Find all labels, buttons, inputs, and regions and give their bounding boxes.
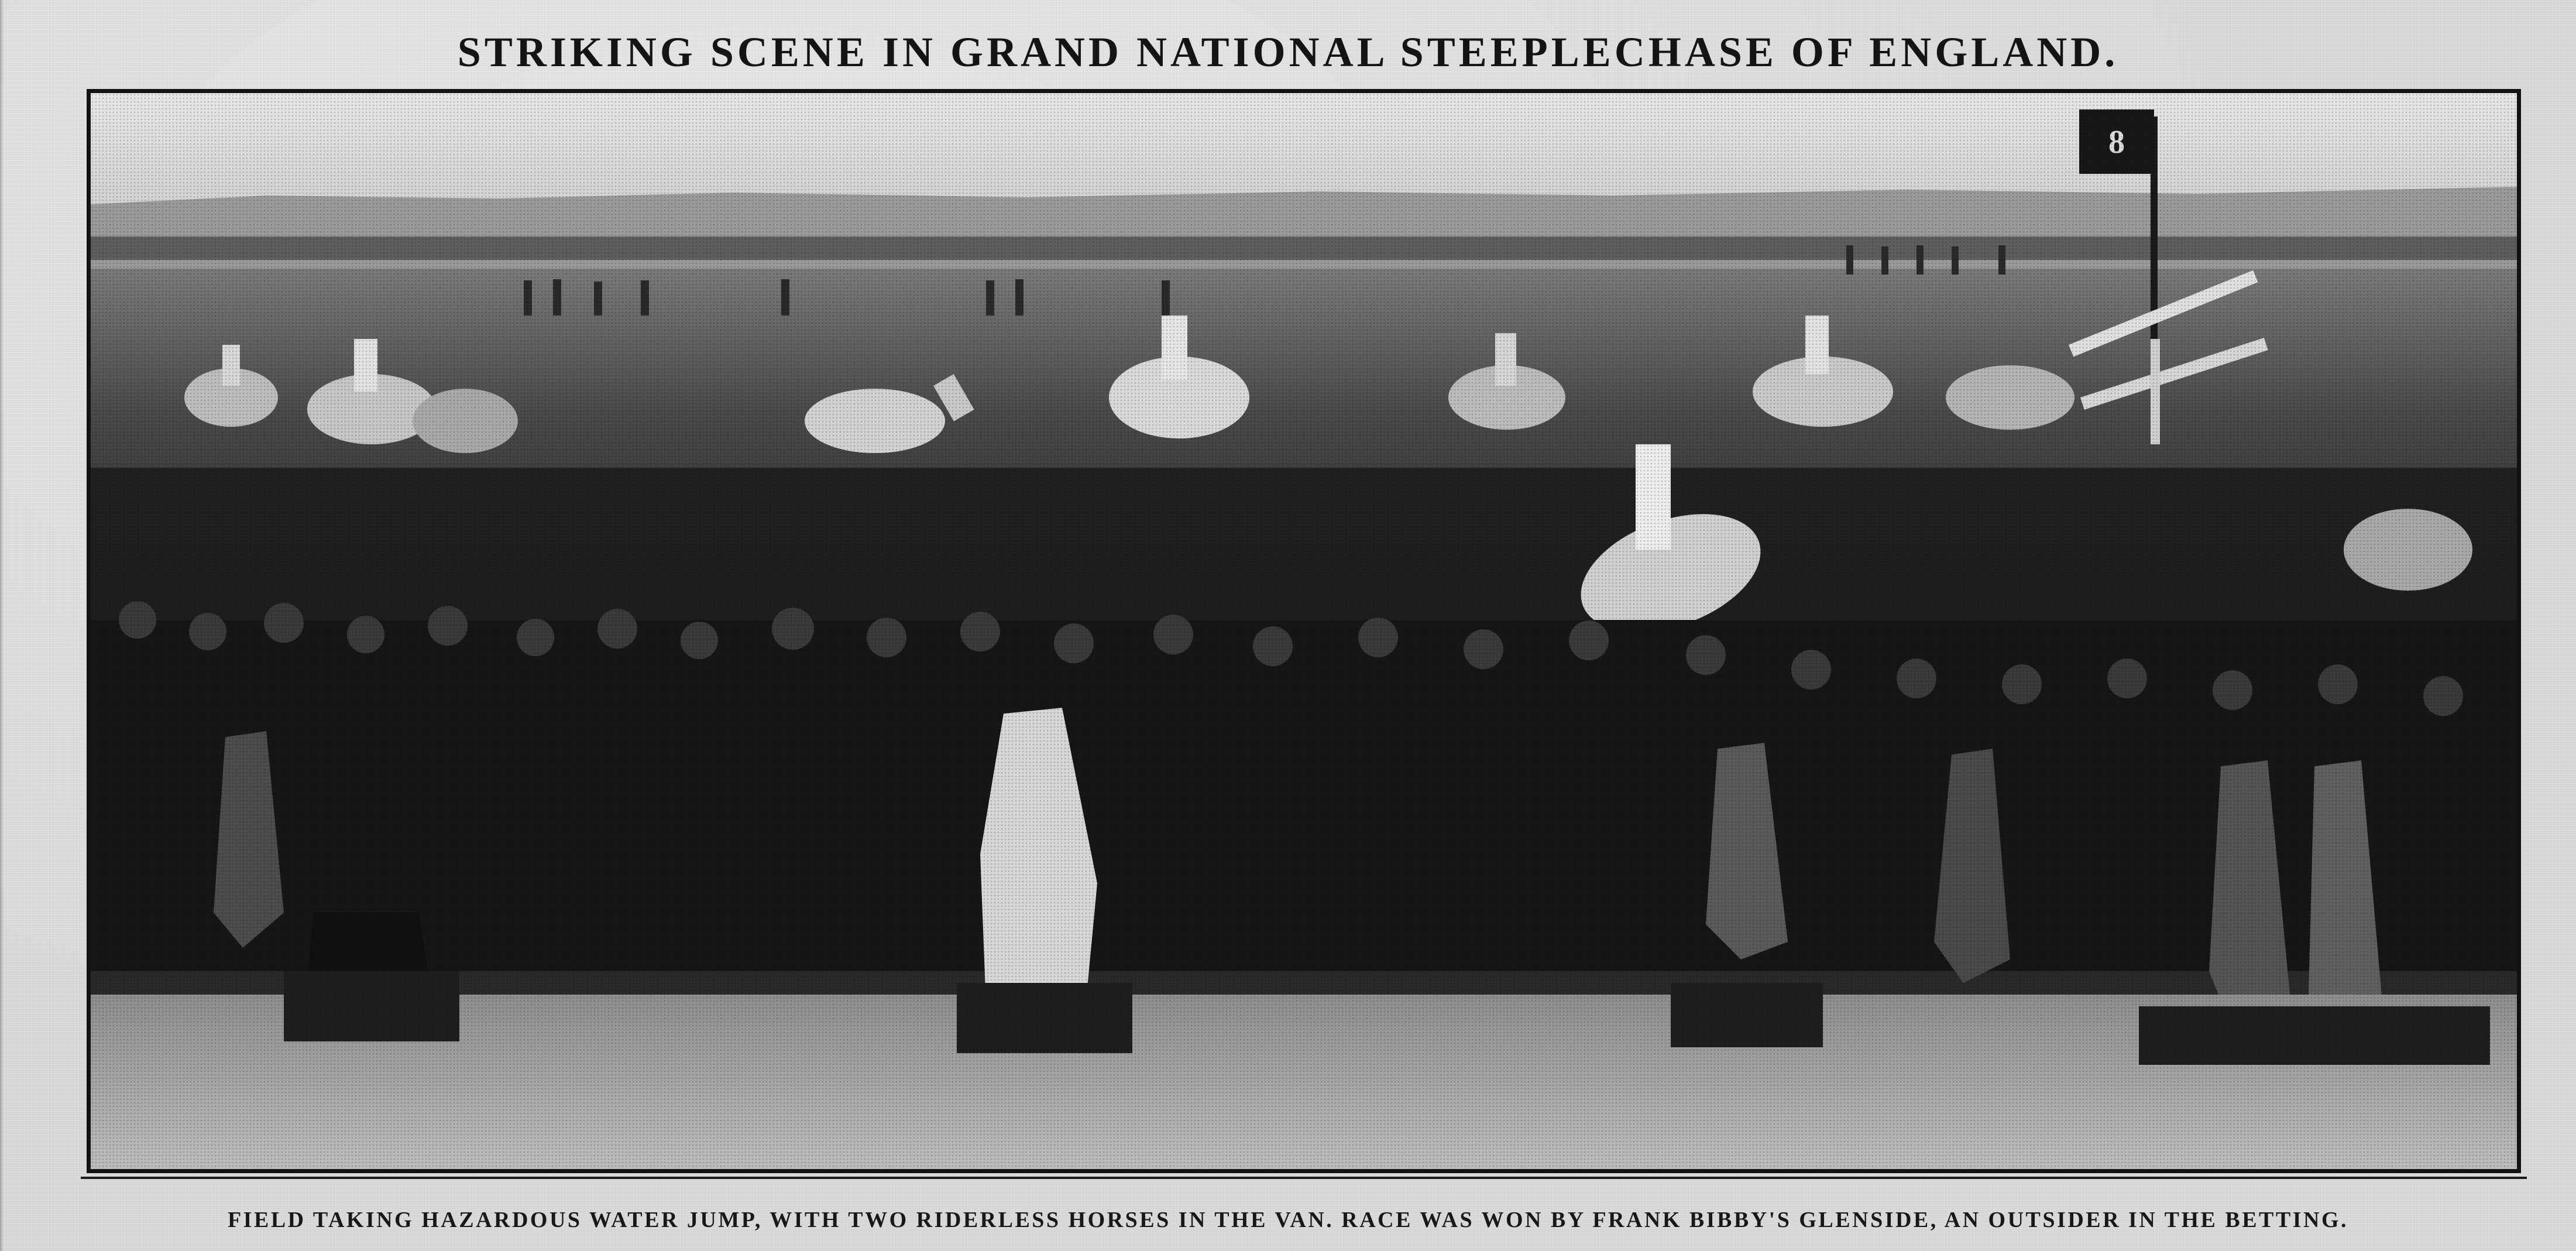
page-edge-shadow [0, 0, 4, 1251]
halftone-overlay [91, 93, 2517, 1169]
caption-divider [81, 1177, 2527, 1179]
photo-caption: FIELD TAKING HAZARDOUS WATER JUMP, WITH TWO RIDERLESS HORSES IN THE VAN. RACE WAS WON BY FRANK BIBBY'S GLENSIDE, AN OUTSIDER IN THE BETTING. [227, 1208, 2349, 1232]
steeplechase-photo [91, 93, 2517, 1169]
article-headline: STRIKING SCENE IN GRAND NATIONAL STEEPLECHASE OF ENGLAND. [457, 29, 2119, 76]
news-photograph [87, 89, 2521, 1173]
